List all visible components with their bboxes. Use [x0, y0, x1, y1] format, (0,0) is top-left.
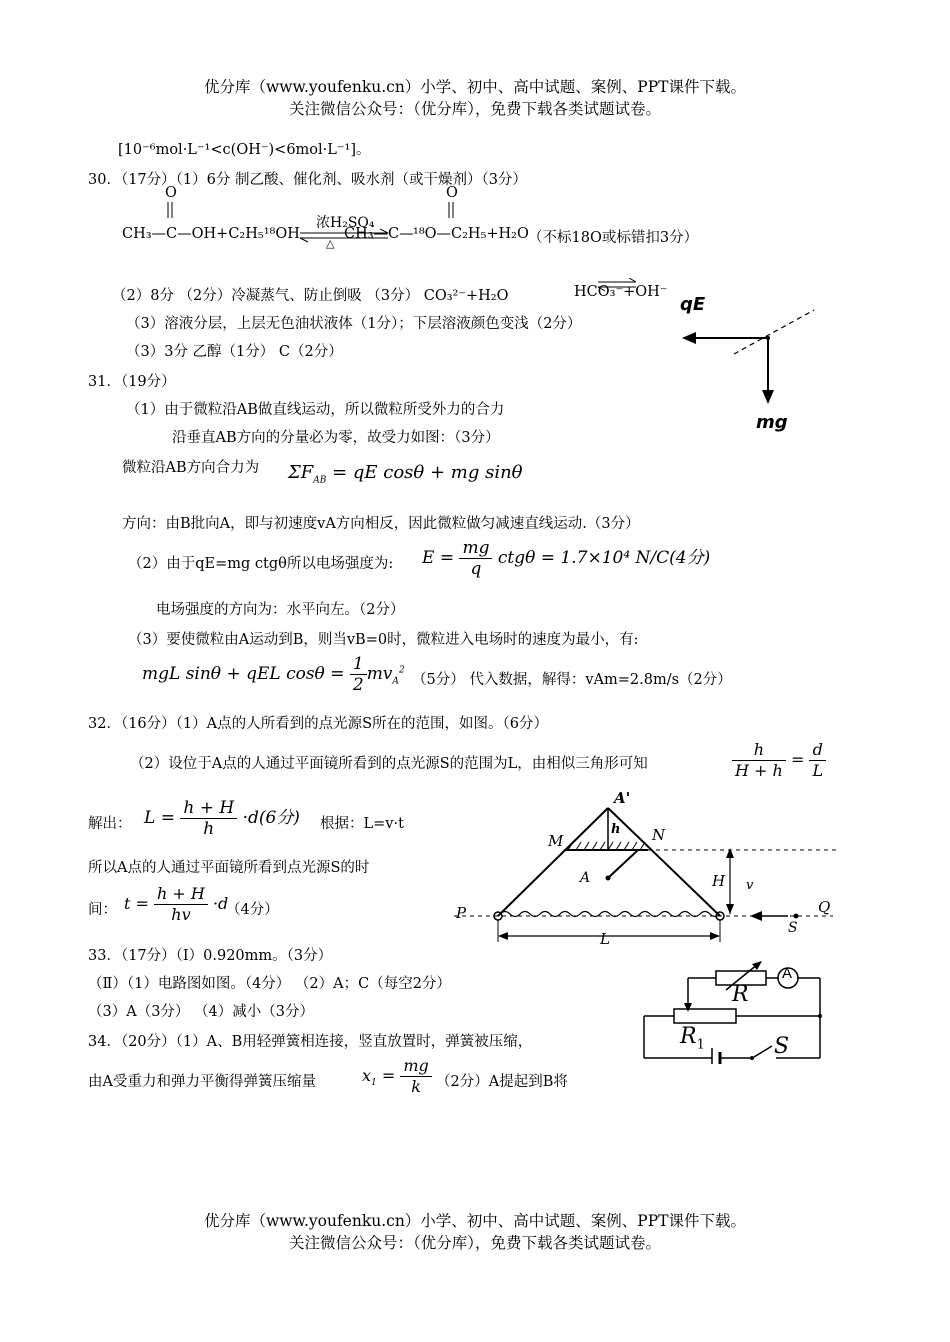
mirror-label-l: L [600, 930, 610, 948]
circuit-label-r1-main: R [680, 1024, 697, 1049]
q31-eq2 [422, 538, 710, 579]
q31-p3b: （5分） 代入数据，解得：vAm=2.8m/s（2分） [412, 672, 732, 688]
q30-note: （不标18O或标错扣3分） [528, 230, 699, 246]
q32-ratio-eq: = [790, 750, 805, 769]
q31-eq3-den: 2 [352, 675, 364, 695]
mirror-label-p: P [456, 904, 467, 922]
q32-sol-den: h [203, 819, 215, 839]
q30-part2: （2）8分 （2分）冷凝蒸气、防止倒吸 （3分） CO₃²⁻+H₂O [112, 288, 509, 304]
q31-eq2-lhs: E = [422, 548, 455, 568]
q34-num: mg [400, 1056, 431, 1077]
q32-head: 32．（16分）（1）A点的人所看到的点光源S所在的范围，如图。（6分） [88, 716, 549, 732]
q32-basis: 根据：L=v·t [320, 816, 404, 832]
q34-den: k [411, 1077, 421, 1096]
q30-head: 30．（17分）（1）6分 制乙酸、催化剂、吸水剂（或干燥剂）（3分） [88, 172, 527, 188]
q32-t-rhs: ·d [212, 894, 229, 913]
q34-eq [362, 1056, 432, 1097]
q30-condition: 浓H₂SO₄ [316, 215, 375, 231]
q34-x1-sub: 1 [371, 1078, 377, 1089]
q32-ratio-num-2: d [809, 740, 826, 761]
q31-p1a: （1）由于微粒沿AB做直线运动，所以微粒所受外力的合力 [126, 402, 505, 418]
q32-t-num: h + H [154, 884, 208, 905]
q32-sol-num: h + H [180, 798, 237, 819]
mirror-label-q: Q [818, 898, 831, 916]
header-line-1: 优分库（www.youfenku.cn）小学、初中、高中试题、案例、PPT课件下载。 [203, 78, 747, 96]
q34-line-2a: 由A受重力和弹力平衡得弹簧压缩量 [88, 1074, 316, 1090]
q31-p1b: 沿垂直AB方向的分量必为零，故受力如图：（3分） [172, 430, 500, 446]
ammeter-label-a: A [782, 965, 793, 982]
circuit-label-s: S [774, 1034, 790, 1059]
q31-eq2-den: q [470, 559, 482, 579]
q31-eq1-rhs: = qE cosθ + mg sinθ [326, 462, 523, 483]
q32-t-lhs: t = [124, 894, 149, 913]
q32-sol-lhs: L = [144, 808, 175, 828]
q31-p2b: 电场强度的方向为：水平向左。（2分） [156, 602, 405, 618]
q32-ratio-den-1: H + h [735, 761, 783, 780]
q32-time-score: （4分） [226, 902, 279, 918]
q30-part2b: HCO₃⁻+OH⁻ [574, 284, 668, 300]
q34-eq-sign: = [381, 1066, 396, 1085]
q32-time-a: 所以A点的人通过平面镜所看到点光源S的时 [88, 860, 370, 876]
q31-eq3-fraction [350, 654, 367, 695]
q31-eq2-rhs: ctgθ = 1.7×10⁴ N/C(4分) [497, 548, 711, 568]
header-line-2: 关注微信公众号：（优分库），免费下载各类试题试卷。 [288, 100, 661, 118]
q31-p2a: （2）由于qE=mg ctgθ所以电场强度为: [128, 556, 394, 572]
q32-solution-label: 解出： [88, 816, 132, 832]
q30-part3b: （3）3分 乙醇（1分） C（2分） [126, 344, 343, 360]
q32-ratio-fraction-2 [809, 740, 826, 781]
q32-ratio-num-1: h [732, 740, 786, 761]
circuit-label-r1-sub: 1 [696, 1037, 705, 1053]
q31-eq3 [142, 654, 405, 695]
q32-sol-rhs: ·d(6分) [242, 808, 300, 828]
q30-reactant: CH₃—C—OH+C₂H₅¹⁸OH [122, 226, 300, 242]
q31-p1d: 方向：由B批向A，即与初速度vA方向相反，因此微粒做匀减速直线运动.（3分） [122, 516, 640, 532]
mirror-label-h: h [611, 822, 621, 837]
mirror-label-s: S [788, 920, 798, 936]
q30-carbonyl-o-2: O [446, 185, 458, 201]
q34-line-2b: （2分）A提起到B将 [436, 1074, 568, 1090]
circuit-diagram [638, 956, 828, 1064]
q30-product-a: CH₃—C— [344, 226, 414, 242]
q30-product-b: ¹⁸O—C₂H₅+H₂O [413, 226, 529, 242]
q32-ratio-fraction-1 [732, 740, 786, 781]
mirror-label-a-prime: A' [614, 789, 631, 807]
q32-time-eq [124, 884, 228, 925]
q30-bonds [0, 0, 950, 260]
mirror-label-n: N [652, 826, 666, 844]
mirror-label-v: v [746, 878, 754, 893]
q31-eq3-num: 1 [350, 654, 367, 675]
force-label-mg: mg [756, 412, 788, 433]
q32-t-den: hv [171, 905, 191, 924]
q33-line-2: （Ⅱ）（1）电路图如图。（4分） （2）A；C（每空2分） [88, 976, 451, 992]
q31-eq3-sub: A [392, 676, 399, 687]
q30-carbonyl-o-1: O [165, 185, 177, 201]
concentration-range: [10⁻⁶mol·L⁻¹<c(OH⁻)<6mol·L⁻¹]。 [118, 142, 371, 158]
q33-line-3: （3）A（3分） （4）减小（3分） [88, 1004, 314, 1020]
footer-line-1: 优分库（www.youfenku.cn）小学、初中、高中试题、案例、PPT课件下载。 [203, 1212, 747, 1230]
q32-time-b: 间： [88, 902, 117, 918]
q31-eq2-fraction [459, 538, 492, 579]
q32-ratio-den-2: L [812, 761, 824, 780]
q31-eq3-rhs: mv [366, 664, 393, 684]
q32-ratio [732, 740, 826, 781]
q34-x1: x [362, 1066, 372, 1085]
q31-eq3-sup: 2 [398, 665, 405, 676]
q33-line-1: 33．（17分）（Ⅰ）0.920mm。（3分） [88, 948, 333, 964]
q31-p1c: 微粒沿AB方向合力为 [122, 460, 260, 476]
q32-p2: （2）设位于A点的人通过平面镜所看到的点光源S的范围为L，由相似三角形可知 [130, 756, 648, 772]
q32-sol-fraction [180, 798, 237, 839]
q34-fraction [400, 1056, 431, 1097]
mirror-label-m: M [548, 832, 564, 850]
q31-head: 31．（19分） [88, 374, 176, 390]
mirror-label-big-h: H [712, 872, 726, 890]
footer-line-2: 关注微信公众号：（优分库），免费下载各类试题试卷。 [288, 1234, 661, 1252]
q31-eq3-lhs: mgL sinθ + qEL cosθ = [142, 664, 345, 684]
circuit-label-r: R [732, 982, 749, 1007]
q30-part3a: （3）溶液分层，上层无色油状液体（1分）；下层溶液颜色变浅（2分） [126, 316, 582, 332]
q31-eq1 [288, 462, 523, 486]
q31-eq2-num: mg [459, 538, 492, 559]
q31-p3a: （3）要使微粒由A运动到B，则当vB=0时，微粒进入电场时的速度为最小，有: [128, 632, 639, 648]
q31-eq1-sum: ΣF [288, 462, 314, 483]
mirror-label-a: A [580, 870, 591, 886]
q30-heat-symbol: △ [326, 237, 335, 250]
q32-solution-eq [144, 798, 300, 839]
q34-line-1: 34．（20分）（1）A、B用轻弹簧相连接，竖直放置时，弹簧被压缩， [88, 1034, 533, 1050]
q31-eq1-sub: AB [313, 475, 327, 486]
force-label-qe: qE [680, 294, 706, 315]
q32-t-fraction [154, 884, 208, 925]
circuit-label-r1 [680, 1024, 705, 1052]
